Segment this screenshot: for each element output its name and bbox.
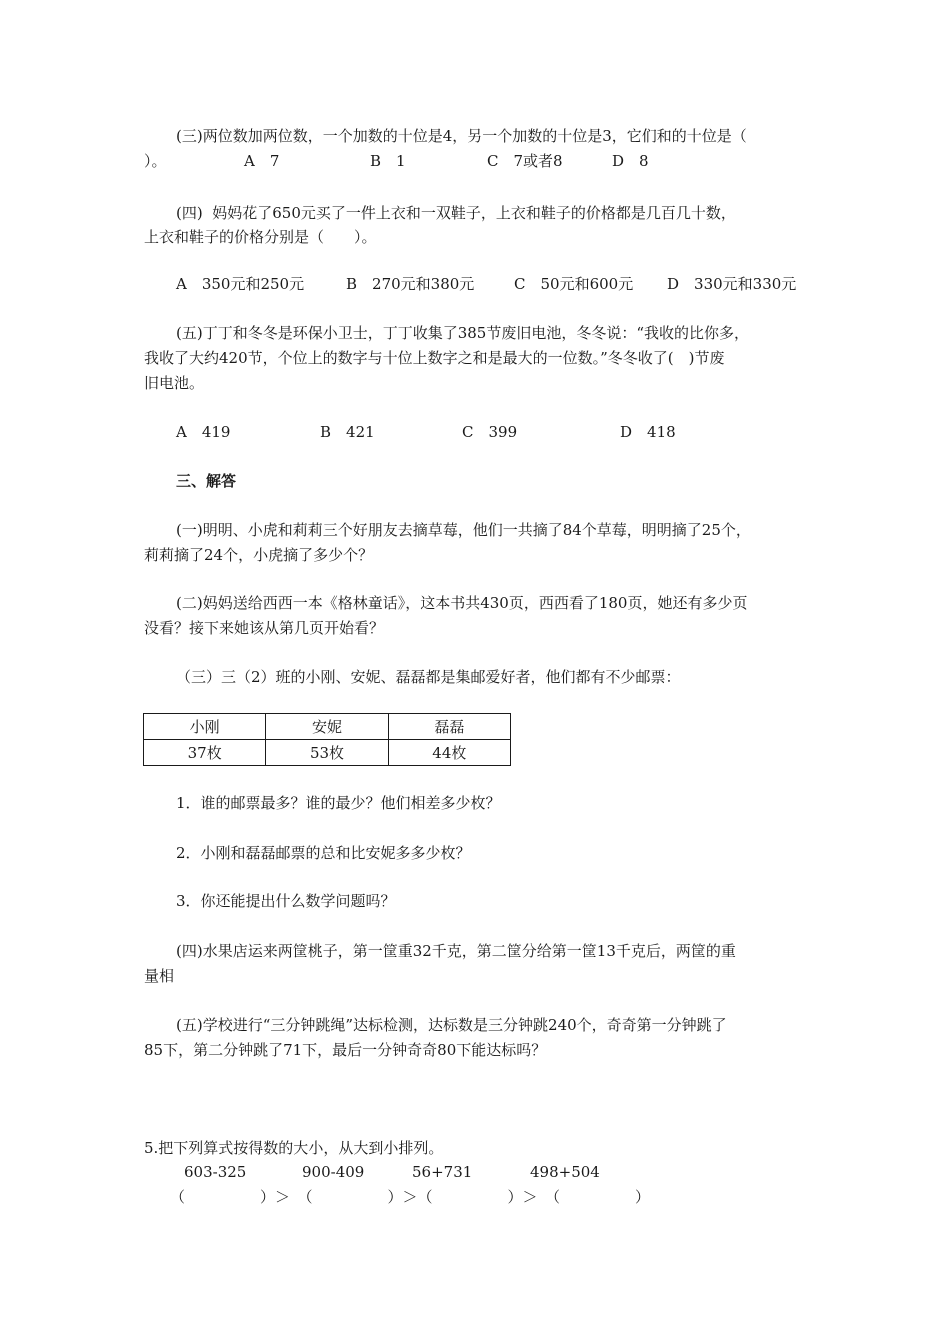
question-3-line-2: ）。 — [144, 152, 167, 170]
question-4-line-1: (四) 妈妈花了650元买了一件上衣和一双鞋子，上衣和鞋子的价格都是几百几十数， — [176, 204, 736, 222]
question-4-option-a: A 350元和250元 — [176, 275, 305, 293]
question-4-option-b: B 270元和380元 — [346, 275, 475, 293]
table-header-row — [144, 714, 511, 740]
sort-answer-blanks: （ ）＞ （ ）＞（ ）＞ （ ） — [170, 1188, 651, 1206]
stamps-table — [143, 713, 511, 766]
table-cell: 37枚 — [144, 740, 266, 766]
table-header-cell: 安妮 — [266, 714, 388, 740]
sort-expression: 603-325 — [184, 1163, 247, 1181]
table-cell: 44枚 — [388, 740, 510, 766]
section-heading: 三、解答 — [176, 472, 237, 490]
question-3-option-a: A 7 — [244, 152, 280, 170]
question-5-line-1: (五)丁丁和冬冬是环保小卫士，丁丁收集了385节废旧电池，冬冬说：“我收的比你多， — [176, 324, 750, 342]
answer-3-sub-1: 1．谁的邮票最多？谁的最少？他们相差多少枚？ — [176, 794, 501, 812]
question-5-option-b: B 421 — [320, 423, 375, 441]
answer-3-sub-2: 2．小刚和磊磊邮票的总和比安妮多多少枚？ — [176, 844, 471, 862]
answer-1-line-1: (一)明明、小虎和莉莉三个好朋友去摘草莓，他们一共摘了84个草莓，明明摘了25个， — [176, 521, 751, 539]
answer-5-line-1: (五)学校进行“三分钟跳绳”达标检测，达标数是三分钟跳240个，奇奇第一分钟跳了 — [176, 1016, 727, 1034]
question-4-option-d: D 330元和330元 — [667, 275, 797, 293]
answer-3-intro: （三）三（2）班的小刚、安妮、磊磊都是集邮爱好者，他们都有不少邮票： — [176, 668, 681, 686]
answer-2-line-1: (二)妈妈送给西西一本《格林童话》，这本书共430页，西西看了180页，她还有多少页 — [176, 594, 748, 612]
sort-expression: 56+731 — [412, 1163, 473, 1181]
question-3-option-c: C 7或者8 — [487, 152, 563, 170]
answer-5-line-2: 85下，第二分钟跳了71下，最后一分钟奇奇80下能达标吗？ — [144, 1041, 547, 1059]
question-5-line-2: 我收了大约420节，个位上的数字与十位上数字之和是最大的一位数。”冬冬收了( )节废 — [144, 349, 725, 367]
answer-4-line-1: (四)水果店运来两筐桃子，第一筐重32千克，第二筐分给第一筐13千克后，两筐的重 — [176, 942, 736, 960]
answer-3-sub-3: 3．你还能提出什么数学问题吗？ — [176, 892, 396, 910]
question-3-option-b: B 1 — [370, 152, 406, 170]
answer-4-line-2: 量相 — [144, 967, 175, 985]
table-header-cell: 磊磊 — [388, 714, 510, 740]
question-5-option-d: D 418 — [620, 423, 676, 441]
sort-expression: 498+504 — [530, 1163, 600, 1181]
question-3-line-1: (三)两位数加两位数，一个加数的十位是4，另一个加数的十位是3，它们和的十位是（ — [176, 127, 747, 145]
question-5-option-a: A 419 — [176, 423, 231, 441]
table-row — [144, 740, 511, 766]
question-4-line-2: 上衣和鞋子的价格分别是（ ）。 — [144, 228, 377, 246]
table-cell: 53枚 — [266, 740, 388, 766]
answer-1-line-2: 莉莉摘了24个，小虎摘了多少个？ — [144, 546, 374, 564]
table-header-cell: 小刚 — [144, 714, 266, 740]
question-3-option-d: D 8 — [612, 152, 649, 170]
question-5-option-c: C 399 — [462, 423, 518, 441]
question-5-line-3: 旧电池。 — [144, 374, 205, 392]
sort-question-title: 5.把下列算式按得数的大小，从大到小排列。 — [144, 1139, 444, 1157]
question-4-option-c: C 50元和600元 — [514, 275, 634, 293]
sort-expression: 900-409 — [302, 1163, 365, 1181]
answer-2-line-2: 没看？接下来她该从第几页开始看？ — [144, 619, 385, 637]
